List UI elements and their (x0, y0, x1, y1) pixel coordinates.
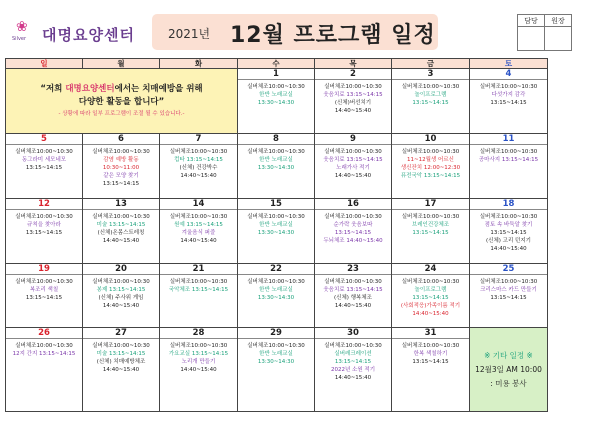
day-cell (6, 328, 83, 412)
program-line: (신체) 건강박수 (179, 165, 218, 171)
day-cell (238, 69, 315, 134)
day-number: 11 (470, 134, 547, 145)
program-line: 노래가사 적기 (336, 165, 370, 171)
program-line: 14:40~15:40 (102, 303, 140, 309)
week-row (6, 264, 548, 328)
day-number: 31 (392, 328, 469, 339)
day-number: 21 (160, 264, 237, 275)
logo-tagline: Silver (12, 36, 27, 42)
day-cell (160, 264, 238, 328)
program-line: (신체) 행복체조 (334, 295, 372, 301)
day-cell (392, 134, 470, 199)
day-number: 29 (238, 328, 314, 339)
program-line: 13:15~14:15 (334, 359, 372, 365)
program-line: 실버체조10:00~10:30 (479, 149, 538, 155)
week-row (6, 69, 548, 134)
day-number: 18 (470, 199, 547, 210)
weekday-tue: 화 (160, 59, 238, 69)
program-line: 14:40~15:40 (180, 238, 217, 244)
day-number: 13 (83, 199, 159, 210)
title-year: 2021년 (168, 27, 211, 41)
program-line: 실버체조10:00~10:30 (401, 343, 460, 349)
program-line: 실버체조10:00~10:30 (324, 279, 382, 285)
day-number: 10 (392, 134, 469, 145)
program-line: 실버체조10:00~10:30 (324, 343, 382, 349)
day-number: 25 (470, 264, 547, 275)
approval-staff-sign (518, 27, 545, 51)
program-line: 실버체조10:00~10:30 (401, 279, 460, 285)
day-number: 22 (238, 264, 314, 275)
notice-line-2: 다양한 활동을 합니다” (78, 97, 165, 107)
program-line: 14:40~15:40 (334, 108, 372, 114)
day-cell (83, 134, 160, 199)
program-line: 실버체조10:00~10:30 (324, 84, 382, 90)
program-line: (신체)온몸스트레칭 (97, 230, 145, 236)
program-line: 실버체조10:00~10:30 (15, 214, 73, 220)
program-line: 놀이프로그램 (414, 92, 447, 98)
etc-event: : 미용 봉사 (490, 378, 527, 388)
program-line: 가요교실 13:15~14:15 (168, 351, 229, 357)
program-line: 실버체조10:00~10:30 (247, 149, 305, 155)
program-line: 실버체조10:00~10:30 (479, 279, 538, 285)
program-line: 미술 13:15~14:15 (96, 351, 146, 357)
notice-line-1: “저희 대명요양센터에서는 치매예방을 위해 (40, 84, 203, 94)
day-number: 26 (6, 328, 82, 339)
notice-box (6, 69, 238, 134)
approval-director-sign (545, 27, 572, 51)
program-line: 실버체조10:00~10:30 (169, 279, 228, 285)
day-cell (160, 328, 238, 412)
day-cell (6, 199, 83, 264)
program-line: 13:15~14:15 (412, 359, 449, 365)
program-line: 13:15~14:15 (25, 295, 63, 301)
program-line: 14:40~15:40 (490, 246, 527, 252)
day-cell (315, 328, 392, 412)
day-number: 8 (238, 134, 314, 145)
program-line: 13:15~14:15 (490, 100, 527, 106)
day-cell (160, 134, 238, 199)
calendar-table (5, 58, 548, 412)
program-line: 실버체조10:00~10:30 (324, 214, 382, 220)
program-line: 실버체조10:00~10:30 (401, 214, 460, 220)
weekday-sun: 일 (6, 59, 83, 69)
day-cell (238, 199, 315, 264)
day-number: 30 (315, 328, 391, 339)
program-line: 실버체조10:00~10:30 (169, 214, 228, 220)
program-line: 한반 노래교실 (259, 287, 293, 293)
program-line: 공마사지 13:15~14:15 (478, 157, 539, 163)
program-line: 규칙을 찾아라 (27, 222, 61, 228)
program-line: 웃음치료 13:15~14:15 (323, 157, 383, 163)
program-line: 복조리 색칠 (29, 287, 59, 293)
day-number: 2 (315, 69, 391, 80)
weekday-header (6, 59, 548, 69)
program-line: 한반 노래교실 (259, 222, 293, 228)
day-number: 15 (238, 199, 314, 210)
program-line: 웃음치료 13:15~14:15 (323, 92, 383, 98)
program-line: 한반 노래교실 (259, 92, 293, 98)
day-cell (6, 264, 83, 328)
program-line: 실버체조10:00~10:30 (401, 149, 460, 155)
program-line: 2022년 소원 적기 (330, 367, 376, 373)
program-line: 14:40~15:40 (334, 173, 372, 179)
program-line: 13:15~14:15 (102, 181, 140, 187)
program-line: 14:40~15:40 (180, 173, 217, 179)
program-line: 웃음치료 13:15~14:15 (323, 287, 383, 293)
program-line: 생신잔치 12:00~12:30 (400, 165, 461, 171)
week-row (6, 134, 548, 199)
day-cell (315, 69, 392, 134)
program-line: 실버체조10:00~10:30 (92, 214, 150, 220)
day-cell (83, 199, 160, 264)
program-line: 10:30~11:00 (102, 165, 140, 171)
day-cell (238, 264, 315, 328)
day-cell (238, 134, 315, 199)
program-line: 14:40~15:40 (334, 303, 372, 309)
program-line: (신체) 고리 던지기 (486, 238, 531, 244)
program-line: 미술 13:15~14:15 (96, 222, 146, 228)
program-line: 14:40~15:40 (180, 367, 217, 373)
day-cell (392, 69, 470, 134)
weekday-thu: 목 (315, 59, 392, 69)
approval-box (517, 14, 572, 51)
day-number: 24 (392, 264, 469, 275)
day-number: 19 (6, 264, 82, 275)
program-line: 13:15~14:15 (490, 295, 527, 301)
day-number: 12 (6, 199, 82, 210)
day-cell (470, 199, 548, 264)
program-line: 13:15~14:15 (412, 100, 449, 106)
day-cell (6, 134, 83, 199)
weekday-mon: 월 (83, 59, 160, 69)
program-line: 노리개 만들기 (181, 359, 216, 365)
program-line: 실버체조10:00~10:30 (247, 214, 305, 220)
program-line: 두뇌체조 14:40~15:40 (323, 238, 383, 244)
program-line: 원예 13:15~14:15 (174, 222, 223, 228)
program-line: 한반 노래교실 (259, 157, 293, 163)
day-number: 3 (392, 69, 469, 80)
day-number: 6 (83, 134, 159, 145)
program-line: 실버체조10:00~10:30 (15, 343, 73, 349)
program-line: 12지 간지 13:15~14:15 (12, 351, 76, 357)
program-line: 실버체조10:00~10:30 (479, 84, 538, 90)
day-number: 27 (83, 328, 159, 339)
day-number: 23 (315, 264, 391, 275)
day-cell (392, 199, 470, 264)
program-line: 13:15~14:15 (490, 230, 527, 236)
program-line: 순가락 웃음보따 (333, 222, 373, 228)
weekday-wed: 수 (238, 59, 315, 69)
program-line: 14:40~15:40 (412, 311, 449, 317)
day-number: 20 (83, 264, 159, 275)
day-cell (238, 328, 315, 412)
approval-staff-label: 담당 (518, 15, 545, 27)
week-row (6, 199, 548, 264)
program-line: 13:15~14:15 (412, 230, 449, 236)
program-line: 점토 속 바둑알 찾기 (484, 222, 533, 228)
org-name: 대명요양센터 (42, 26, 135, 44)
day-cell (392, 264, 470, 328)
program-line: 실버체조10:00~10:30 (247, 84, 305, 90)
program-line: 13:30~14:30 (257, 295, 295, 301)
program-line: 한반 노래교실 (259, 351, 293, 357)
day-cell (83, 328, 160, 412)
day-cell (470, 134, 548, 199)
day-number: 7 (160, 134, 237, 145)
program-line: (신체)버선치기 (334, 100, 372, 106)
etc-title: ※ 기타 일정 ※ (484, 350, 533, 360)
program-line: 놀이프로그램 (414, 287, 447, 293)
day-cell (470, 264, 548, 328)
program-line: 13:30~14:30 (257, 165, 295, 171)
day-cell (470, 69, 548, 134)
day-number: 1 (238, 69, 314, 80)
program-line: 14:40~15:40 (334, 375, 372, 381)
program-line: 실버체조10:00~10:30 (92, 149, 150, 155)
weekday-fri: 금 (392, 59, 470, 69)
weekday-sat: 토 (470, 59, 548, 69)
program-line: 컵타 13:15~14:15 (174, 157, 223, 163)
day-cell (160, 199, 238, 264)
day-number: 16 (315, 199, 391, 210)
day-number: 9 (315, 134, 391, 145)
program-line: 감염 예방 활동 (103, 157, 139, 163)
program-line: 13:15~14:15 (334, 230, 372, 236)
program-line: 같은 모양 찾기 (103, 173, 139, 179)
program-line: 13:15~14:15 (25, 165, 63, 171)
program-line: (사회적응)가족이름 적기 (400, 303, 461, 309)
program-line: 실버체조10:00~10:30 (169, 343, 228, 349)
day-number: 28 (160, 328, 237, 339)
program-line: 한복 색칠하기 (413, 351, 448, 357)
program-line: (신체) 주사위 게임 (98, 295, 144, 301)
day-number: 4 (470, 69, 547, 80)
program-line: 퓨전국악 13:15~14:15 (400, 173, 461, 179)
program-line: 브레인건강체조 (411, 222, 450, 228)
program-line: 봉제 13:15~14:15 (96, 287, 146, 293)
program-line: 실버레크레이션 (334, 351, 372, 357)
program-line: 실버체조10:00~10:30 (92, 279, 150, 285)
program-line: 실버체조10:00~10:30 (15, 279, 73, 285)
program-line: 실버체조10:00~10:30 (247, 343, 305, 349)
program-line: 다섯가지 감각 (491, 92, 526, 98)
day-number: 14 (160, 199, 237, 210)
etc-schedule-box (470, 328, 548, 412)
program-line: 13:15~14:15 (412, 295, 449, 301)
program-line: 실버체조10:00~10:30 (169, 149, 228, 155)
title-box (152, 14, 438, 50)
program-line: 13:30~14:30 (257, 359, 295, 365)
approval-director-label: 원장 (545, 15, 572, 27)
program-line: 동그라미 세모네모 (21, 157, 67, 163)
program-line: 11~12월생 어르신 (407, 157, 454, 163)
program-line: 실버체조10:00~10:30 (401, 84, 460, 90)
program-line: 겨울음식 퍼즐 (181, 230, 216, 236)
program-line: 14:40~15:40 (102, 238, 140, 244)
day-cell (315, 264, 392, 328)
program-line: 실버체조10:00~10:30 (15, 149, 73, 155)
day-number: 5 (6, 134, 82, 145)
program-line: 13:15~14:15 (25, 230, 63, 236)
day-number: 17 (392, 199, 469, 210)
week-row (6, 328, 548, 412)
program-line: 13:30~14:30 (257, 230, 295, 236)
program-line: 14:40~15:40 (102, 367, 140, 373)
program-line: 실버체조10:00~10:30 (92, 343, 150, 349)
notice-line-3: - 상황에 따라 일부 프로그램이 조절 될 수 있습니다.- (58, 111, 185, 117)
program-line: (신체) 치매예방체조 (96, 359, 146, 365)
program-line: 크리스마스 카드 만들기 (480, 287, 537, 293)
day-cell (392, 328, 470, 412)
day-cell (315, 134, 392, 199)
etc-datetime: 12월3일 AM 10:00 (475, 364, 542, 374)
program-line: 국악체조 13:15~14:15 (168, 287, 229, 293)
day-cell (83, 264, 160, 328)
flower-icon: ❀ (16, 19, 28, 35)
page-title: 12월 프로그램 일정 (230, 23, 436, 48)
program-line: 실버체조10:00~10:30 (247, 279, 305, 285)
program-line: 실버체조10:00~10:30 (324, 149, 382, 155)
program-line: 13:30~14:30 (257, 100, 295, 106)
program-line: 실버체조10:00~10:30 (479, 214, 538, 220)
day-cell (315, 199, 392, 264)
